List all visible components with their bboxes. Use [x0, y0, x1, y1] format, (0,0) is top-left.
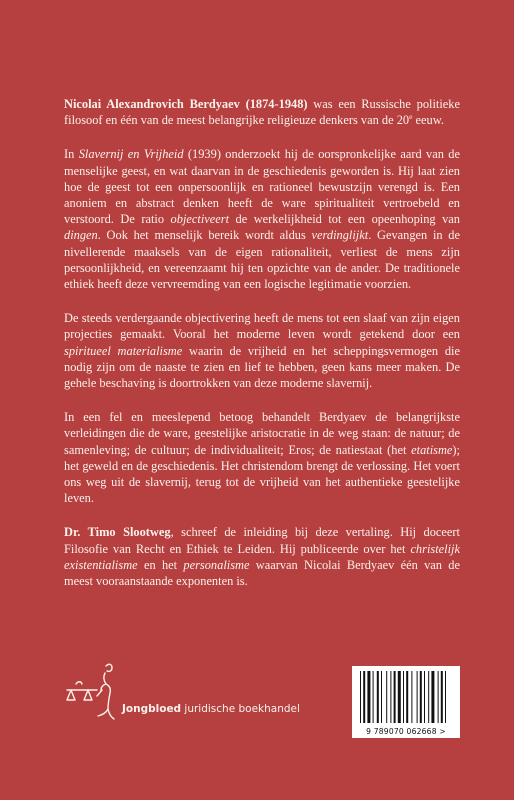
- introducer-name: Dr. Timo Slootweg: [64, 525, 171, 540]
- barcode-bar: [367, 671, 370, 723]
- intro-paragraph: Nicolai Alexandrovich Berdyaev (1874-1948) was een Russische politieke filosoof en één van de meest belangrijke religieuze denkers van de 20e eeuw.: [64, 97, 460, 128]
- barcode-bar: [445, 671, 446, 723]
- isbn-digits: 9 789070 062668 >: [366, 727, 446, 736]
- barcode-bar: [363, 671, 365, 723]
- barcode-bar: [441, 671, 443, 723]
- barcode-bar: [377, 671, 379, 723]
- barcode-bar: [411, 671, 412, 723]
- summary-paragraph-1: In Slavernij en Vrijheid (1939) onderzoekt hij de oorspronkelijke aard van de menselijke geest, en wat daarvan in de geschiedenis geworden is. Hij laat zien hoe de geest tot een onpersoonlijk en rationeel bewustzijn verengd is. Een anoniem en abstract denken heeft de ware spiritualiteit vertroebeld en verstoord. De ratio objectiveert de werkelijkheid tot een opeenhoping van dingen. Ook het menselijk bereik wordt aldus verdinglijkt. Gevangen in de nivellerende maaksels van de eigen rationaliteit, verliest de mens zijn persoonlijkheid, en vereenzaamt hij ten opzichte van de ander. De traditionele ethiek heeft deze vervreemding van een logische legitimatie voorzien.: [64, 147, 461, 292]
- barcode-bar: [381, 671, 382, 723]
- blurb-text: [64, 96, 460, 607]
- barcode-bar: [417, 671, 418, 723]
- barcode-bar: [390, 671, 391, 723]
- barcode-bar: [386, 671, 387, 723]
- barcode-bar: [398, 671, 401, 723]
- author-name: Nicolai Alexandrovich Berdyaev (1874-1948): [64, 97, 308, 111]
- summary-paragraph-3: In een fel en meeslepend betoog behandelt Berdyaev de belangrijkste verleidingen die de ware, geestelijke aristocratie in de weg staan: de natuur; de samenleving; de cultuur; de individualiteit; Eros; de natiestaat (het etatisme); het geweld en de geschiedenis. Het christendom brengt de verlossing. Het voert ons weg uit de slavernij, terug tot de vrijheid van het authentieke geestelijke leven.: [64, 410, 460, 506]
- barcode-bars: [358, 671, 454, 723]
- summary-paragraph-2: De steeds verdergaande objectivering heeft de mens tot een slaaf van zijn eigen projecties gemaakt. Vooral het moderne leven wordt getekend door een spiritueel materialisme waarin de vrijheid en het scheppingsvermogen die nodig zijn om de naaste te zien en lief te hebben, geen kans meer maken. De gehele beschaving is doortrokken van deze moderne slavernij.: [64, 311, 460, 391]
- justitia-logo-icon: [62, 660, 132, 728]
- publisher-name: Jongbloed juridische boekhandel: [122, 703, 300, 715]
- barcode-bar: [394, 671, 396, 723]
- barcode-bar: [424, 671, 425, 723]
- barcode-bar: [428, 671, 429, 723]
- barcode-bar: [360, 671, 361, 723]
- barcode-bar: [438, 671, 439, 723]
- barcode-bar: [406, 671, 408, 723]
- translator-paragraph: Dr. Timo Slootweg, schreef de inleiding bij deze vertaling. Hij doceert Filosofie van Recht en Ethiek te Leiden. Hij publiceerde over het christelijk existentialisme en het personalisme waarvan Nicolai Berdyaev één van de meest vooraanstaande exponenten is.: [64, 525, 460, 589]
- book-title: Slavernij en Vrijheid: [78, 147, 184, 162]
- barcode-bar: [403, 671, 404, 723]
- isbn-barcode: [352, 666, 460, 738]
- barcode-bar: [373, 671, 374, 723]
- barcode-bar: [431, 671, 434, 723]
- barcode-bar: [420, 671, 422, 723]
